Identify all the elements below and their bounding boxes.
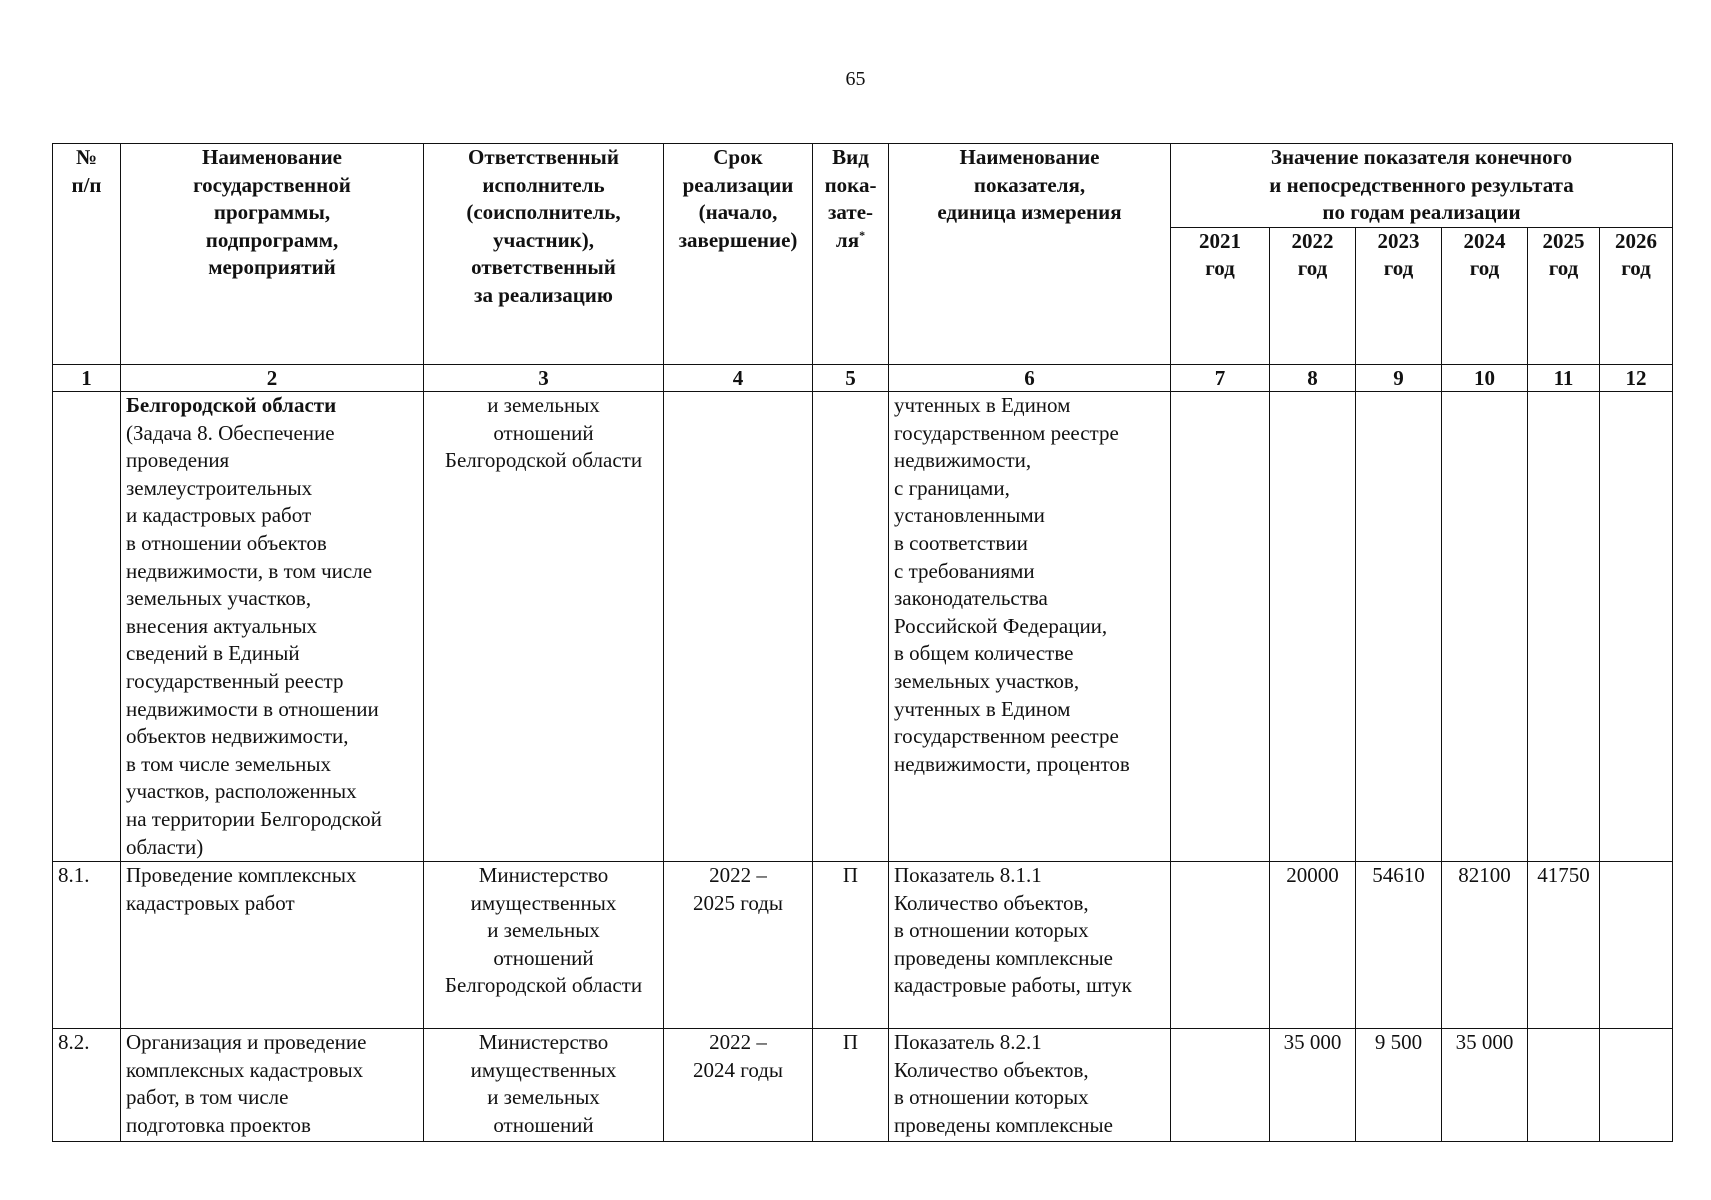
header-row-top <box>53 144 1673 228</box>
column-number: 6 <box>889 365 1171 392</box>
column-number: 3 <box>424 365 664 392</box>
value-2024: 35 000 <box>1442 1029 1528 1142</box>
executor: и земельных отношений Белгородской области <box>424 392 664 862</box>
value-2021 <box>1171 392 1270 862</box>
column-number: 9 <box>1356 365 1442 392</box>
table-row <box>53 392 1673 862</box>
period: 2022 – 2025 годы <box>664 862 813 1029</box>
header-executor: Ответственный исполнитель (соисполнитель, участник), ответственный за реализацию <box>424 144 664 365</box>
column-number: 5 <box>813 365 889 392</box>
program-name-cell <box>121 392 424 862</box>
column-number: 7 <box>1171 365 1270 392</box>
header-footnote-mark: * <box>859 227 866 242</box>
executor: Министерство имущественных и земельных отношений <box>424 1029 664 1142</box>
header-year-2025: 2025 год <box>1528 227 1600 364</box>
header-year-2026: 2026 год <box>1600 227 1673 364</box>
value-2024: 82100 <box>1442 862 1528 1029</box>
program-name-bold: Белгородской области <box>126 393 337 417</box>
value-2023: 54610 <box>1356 862 1442 1029</box>
value-2022: 20000 <box>1270 862 1356 1029</box>
header-year-2024: 2024 год <box>1442 227 1528 364</box>
table-row <box>53 862 1673 1029</box>
value-2022 <box>1270 392 1356 862</box>
value-2023: 9 500 <box>1356 1029 1442 1142</box>
header-indicator-type <box>813 144 889 365</box>
value-2024 <box>1442 392 1528 862</box>
indicator-type: П <box>813 1029 889 1142</box>
value-2026 <box>1600 1029 1673 1142</box>
page-number: 65 <box>845 68 866 90</box>
row-number: 8.1. <box>53 862 121 1029</box>
header-year-2021: 2021 год <box>1171 227 1270 364</box>
value-2025 <box>1528 392 1600 862</box>
column-number: 4 <box>664 365 813 392</box>
indicator-name: Показатель 8.2.1 Количество объектов, в отношении которых проведены комплексные <box>889 1029 1171 1142</box>
period: 2022 – 2024 годы <box>664 1029 813 1142</box>
indicator-type: П <box>813 862 889 1029</box>
column-numbers-row <box>53 365 1673 392</box>
value-2025: 41750 <box>1528 862 1600 1029</box>
header-year-2022: 2022 год <box>1270 227 1356 364</box>
column-number: 2 <box>121 365 424 392</box>
column-number: 11 <box>1528 365 1600 392</box>
header-number: № п/п <box>53 144 121 365</box>
indicator-name: Показатель 8.1.1 Количество объектов, в отношении которых проведены комплексные кадастровые работы, штук <box>889 862 1171 1029</box>
column-number: 12 <box>1600 365 1673 392</box>
header-indicator-name: Наименование показателя, единица измерения <box>889 144 1171 365</box>
header-year-2023: 2023 год <box>1356 227 1442 364</box>
value-2021 <box>1171 862 1270 1029</box>
header-values-group: Значение показателя конечного и непосредственного результата по годам реализации <box>1171 144 1673 228</box>
value-2026 <box>1600 392 1673 862</box>
header-period: Срок реализации (начало, завершение) <box>664 144 813 365</box>
column-number: 10 <box>1442 365 1528 392</box>
column-number: 1 <box>53 365 121 392</box>
indicator-name: учтенных в Едином государственном реестре недвижимости, с границами, установленными в соответствии с требованиями законодательства Российской Федерации, в общем количестве земельных участков, учтенных в Едином государственном реестре недвижимости, процентов <box>889 392 1171 862</box>
row-number <box>53 392 121 862</box>
value-2023 <box>1356 392 1442 862</box>
value-2021 <box>1171 1029 1270 1142</box>
value-2026 <box>1600 862 1673 1029</box>
indicators-table <box>52 143 1673 1142</box>
program-name: Организация и проведение комплексных кадастровых работ, в том числе подготовка проектов <box>121 1029 424 1142</box>
executor: Министерство имущественных и земельных отношений Белгородской области <box>424 862 664 1029</box>
program-name: Проведение комплексных кадастровых работ <box>121 862 424 1029</box>
value-2022: 35 000 <box>1270 1029 1356 1142</box>
period <box>664 392 813 862</box>
indicator-type <box>813 392 889 862</box>
row-number: 8.2. <box>53 1029 121 1142</box>
value-2025 <box>1528 1029 1600 1142</box>
table-row <box>53 1029 1673 1142</box>
header-program-name: Наименование государственной программы, подпрограмм, мероприятий <box>121 144 424 365</box>
column-number: 8 <box>1270 365 1356 392</box>
program-name: (Задача 8. Обеспечение проведения землеустроительных и кадастровых работ в отношении объектов недвижимости, в том числе земельных участков, внесения актуальных сведений в Единый государственный реестр недвижимости в отношении объектов недвижимости, в том числе земельных участков, расположенных на территории Белгородской области) <box>126 420 382 859</box>
header-indicator-type-text: Вид пока- зате- ля <box>824 145 877 252</box>
